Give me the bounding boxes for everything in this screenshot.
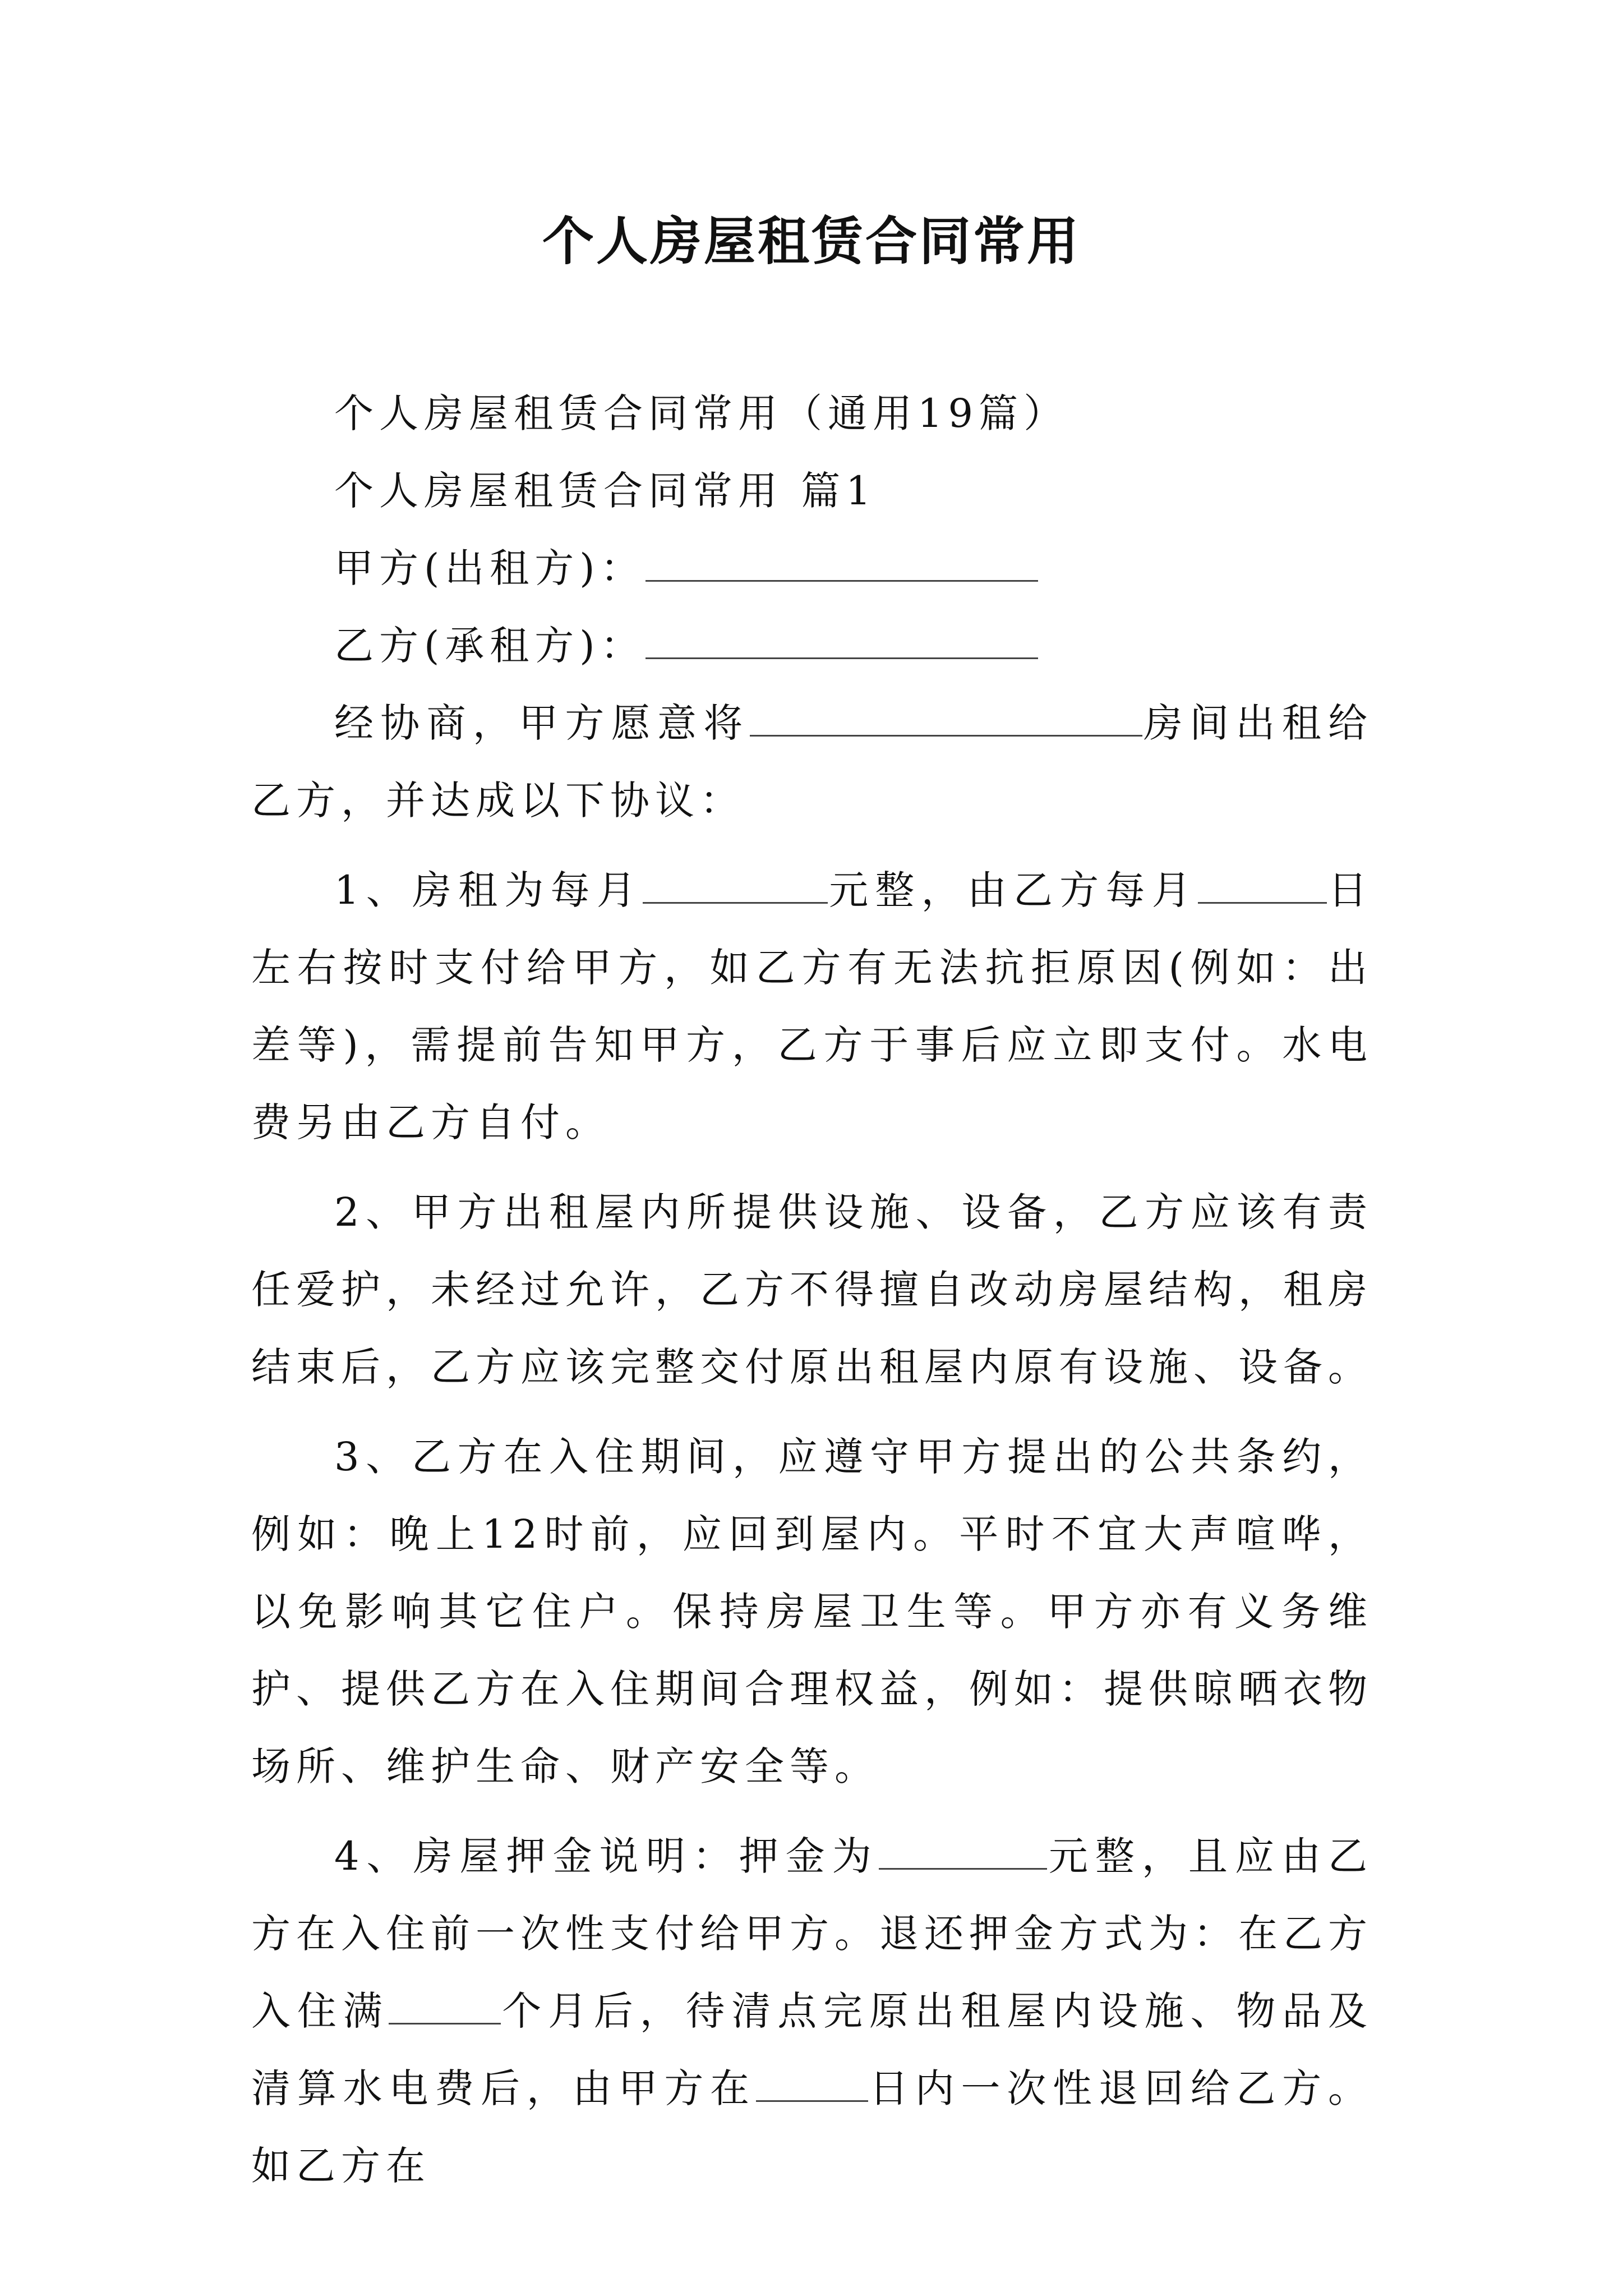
intro-paragraph [251,684,1373,839]
document-body [251,375,1373,2205]
clause4-text-1: 4、房屋押金说明：押金为 [334,1833,879,1879]
deposit-amount-blank [879,1835,1047,1870]
party-b-label: 乙方(承租方)： [334,623,645,669]
subtitle: 个人房屋租赁合同常用（通用19篇） [334,390,1069,436]
section-heading: 个人房屋租赁合同常用 篇1 [334,468,877,514]
refund-days-blank [756,2068,868,2102]
clause1-text-1: 1、房租为每月 [334,867,643,913]
clause-1 [251,852,1373,1161]
room-blank [750,702,1142,737]
intro-text-1: 经协商，甲方愿意将 [334,700,750,746]
clause4-text-2: 元整，且应由乙方在入住前一次性支付给甲方。退还押金方式为：在乙方入住满 [251,1833,1373,2034]
clause1-text-3: 日左右按时支付给甲方，如乙方有无法抗拒原因(例如：出差等)，需提前告知甲方，乙方于事后应立即支付。水电费另由乙方自付。 [251,867,1373,1145]
payment-day-blank [1198,869,1327,904]
party-b-line [251,607,1373,684]
party-a-label: 甲方(出租方)： [334,545,645,591]
clause-3: 3、乙方在入住期间，应遵守甲方提出的公共条约，例如：晚上12时前，应回到屋内。平时不宜大声喧哗，以免影响其它住户。保持房屋卫生等。甲方亦有义务维护、提供乙方在入住期间合理权益，例如：提供晾晒衣物场所、维护生命、财产安全等。 [251,1434,1373,1789]
clause1-text-2: 元整，由乙方每月 [827,867,1198,913]
clause4-text-4: 日内一次性退回给乙方。如乙方在 [251,2065,1373,2189]
clause-4 [251,1818,1373,2205]
clause-2: 2、甲方出租屋内所提供设施、设备，乙方应该有责任爱护，未经过允许，乙方不得擅自改动房屋结构，租房结束后，乙方应该完整交付原出租屋内原有设施、设备。 [251,1189,1373,1390]
party-a-line [251,530,1373,607]
rent-amount-blank [643,869,828,904]
party-a-blank [645,547,1038,582]
intro-text-2: 房间出租给乙方，并达成以下协议： [251,700,1373,823]
months-blank [389,1990,501,2024]
clause4-text-3: 个月后，待清点完原出租屋内设施、物品及清算水电费后，由甲方在 [251,1988,1373,2111]
document-title: 个人房屋租赁合同常用 [542,211,1081,272]
party-b-blank [645,625,1038,659]
